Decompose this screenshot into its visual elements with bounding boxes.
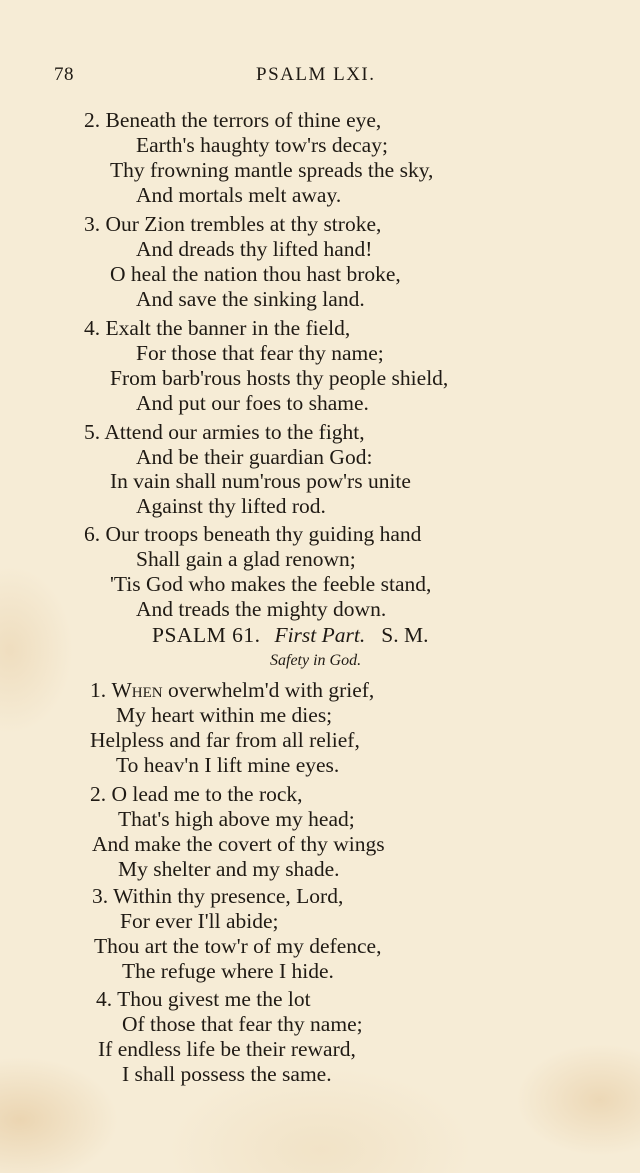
verse-line: And treads the mighty down. <box>136 597 387 621</box>
verse-line <box>84 420 365 444</box>
verse-line: I shall possess the same. <box>122 1062 332 1086</box>
stanza-number: 2. <box>84 108 101 132</box>
verse-line: For those that fear thy name; <box>136 341 384 365</box>
psalm-part: First Part. <box>274 623 366 647</box>
verse-line: Thy frowning mantle spreads the sky, <box>110 158 434 182</box>
verse-line: And mortals melt away. <box>136 183 342 207</box>
stanza-number: 4. <box>84 316 101 340</box>
verse-line: And save the sinking land. <box>136 287 365 311</box>
stanza-number: 3. <box>84 212 101 236</box>
verse-text: Our Zion trembles at thy stroke, <box>105 212 382 236</box>
verse-line: Against thy lifted rod. <box>136 494 326 518</box>
verse-line: Helpless and far from all relief, <box>90 728 360 752</box>
verse-line <box>96 987 311 1011</box>
verse-line: From barb'rous hosts thy people shield, <box>110 366 449 390</box>
verse-line: For ever I'll abide; <box>120 909 279 933</box>
verse-line: And put our foes to shame. <box>136 391 369 415</box>
verse-line: O heal the nation thou hast broke, <box>110 262 401 286</box>
verse-text: O lead me to the rock, <box>111 782 303 806</box>
verse-line: To heav'n I lift mine eyes. <box>116 753 340 777</box>
verse-line: Earth's haughty tow'rs decay; <box>136 133 388 157</box>
psalm-heading <box>152 623 428 648</box>
verse-line: My heart within me dies; <box>116 703 333 727</box>
verse-line: And dreads thy lifted hand! <box>136 237 373 261</box>
page-header <box>54 64 394 94</box>
verse-line: The refuge where I hide. <box>122 959 334 983</box>
verse-line: In vain shall num'rous pow'rs unite <box>110 469 411 493</box>
verse-line: Shall gain a glad renown; <box>136 547 356 571</box>
verse-line <box>84 108 381 132</box>
verse-line <box>90 782 303 806</box>
first-word: When <box>111 678 163 702</box>
psalm-title: PSALM 61. <box>152 623 261 647</box>
stanza-number: 4. <box>96 987 113 1011</box>
verse-text: Beneath the terrors of thine eye, <box>105 108 382 132</box>
verse-line: My shelter and my shade. <box>118 857 340 881</box>
verse-text: Our troops beneath thy guiding hand <box>105 522 422 546</box>
verse-line: And be their guardian God: <box>136 445 373 469</box>
verse-line: 'Tis God who makes the feeble stand, <box>110 572 432 596</box>
verse-text: Exalt the banner in the field, <box>105 316 351 340</box>
verse-line <box>90 678 374 702</box>
verse-line: Thou art the tow'r of my defence, <box>94 934 382 958</box>
verse-line: That's high above my head; <box>118 807 355 831</box>
verse-text: Attend our armies to the fight, <box>104 420 365 444</box>
stanza-number: 5. <box>84 420 101 444</box>
verse-line <box>84 316 350 340</box>
verse-line <box>92 884 343 908</box>
verse-line: If endless life be their reward, <box>98 1037 356 1061</box>
verse-text: Thou givest me the lot <box>117 987 311 1011</box>
stanza-number: 2. <box>90 782 107 806</box>
page-number: 78 <box>54 64 74 85</box>
verse-line: And make the covert of thy wings <box>92 832 385 856</box>
verse-line <box>84 522 421 546</box>
stanza-number: 3. <box>92 884 109 908</box>
stanza-number: 6. <box>84 522 101 546</box>
psalm-subtitle: Safety in God. <box>270 652 362 669</box>
verse-line: Of those that fear thy name; <box>122 1012 363 1036</box>
verse-text: Within thy presence, Lord, <box>113 884 344 908</box>
psalm-meter: S. M. <box>381 623 429 647</box>
stanza-number: 1. <box>90 678 107 702</box>
running-head: PSALM LXI. <box>256 64 376 85</box>
verse-text: overwhelm'd with grief, <box>168 678 375 702</box>
verse-line <box>84 212 381 236</box>
